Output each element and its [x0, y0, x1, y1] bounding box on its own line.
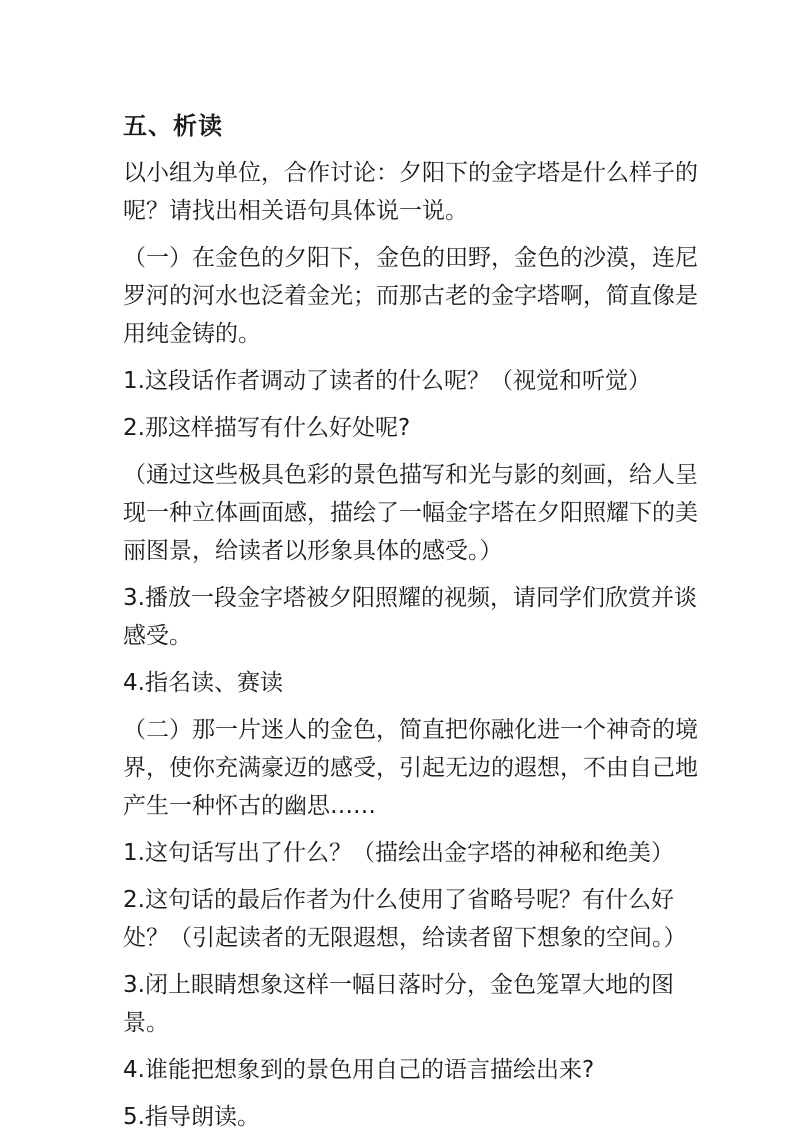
question-1-3: 3.播放一段金字塔被夕阳照耀的视频，请同学们欣赏并谈感受。 — [123, 585, 697, 649]
question-1-2: 2.那这样描写有什么好处呢? — [123, 415, 411, 441]
question-2-4: 4.谁能把想象到的景色用自己的语言描绘出来? — [123, 1057, 595, 1083]
question-2-5: 5.指导朗读。 — [123, 1104, 260, 1130]
question-1-1: 1.这段话作者调动了读者的什么呢？（视觉和听觉） — [123, 368, 651, 394]
answer-1-2: （通过这些极具色彩的景色描写和光与影的刻画，给人呈现一种立体画面感，描绘了一幅金字塔在夕阳照耀下的美丽图景，给读者以形象具体的感受。） — [123, 462, 698, 564]
question-1-4: 4.指名读、赛读 — [123, 670, 283, 696]
section-title: 五、析读 — [123, 112, 223, 140]
paragraph-intro: 以小组为单位，合作讨论：夕阳下的金字塔是什么样子的呢？请找出相关语句具体说一说。 — [123, 160, 698, 224]
question-2-2: 2.这句话的最后作者为什么使用了省略号呢？有什么好处？（引起读者的无限遐想，给读者留下想象的空间。） — [123, 887, 687, 951]
question-2-1: 1.这句话写出了什么？（描绘出金字塔的神秘和绝美） — [123, 840, 674, 866]
paragraph-excerpt-one: （一）在金色的夕阳下，金色的田野，金色的沙漠，连尼罗河的河水也泛着金光；而那古老的金字塔啊，简直像是用纯金铸的。 — [123, 245, 698, 347]
document-page — [123, 108, 713, 1145]
question-2-3: 3.闭上眼睛想象这样一幅日落时分，金色笼罩大地的图景。 — [123, 972, 674, 1036]
paragraph-excerpt-two: （二）那一片迷人的金色，简直把你融化进一个神奇的境界，使你充满豪迈的感受，引起无边的遐想，不由自己地产生一种怀古的幽思…… — [123, 717, 698, 819]
